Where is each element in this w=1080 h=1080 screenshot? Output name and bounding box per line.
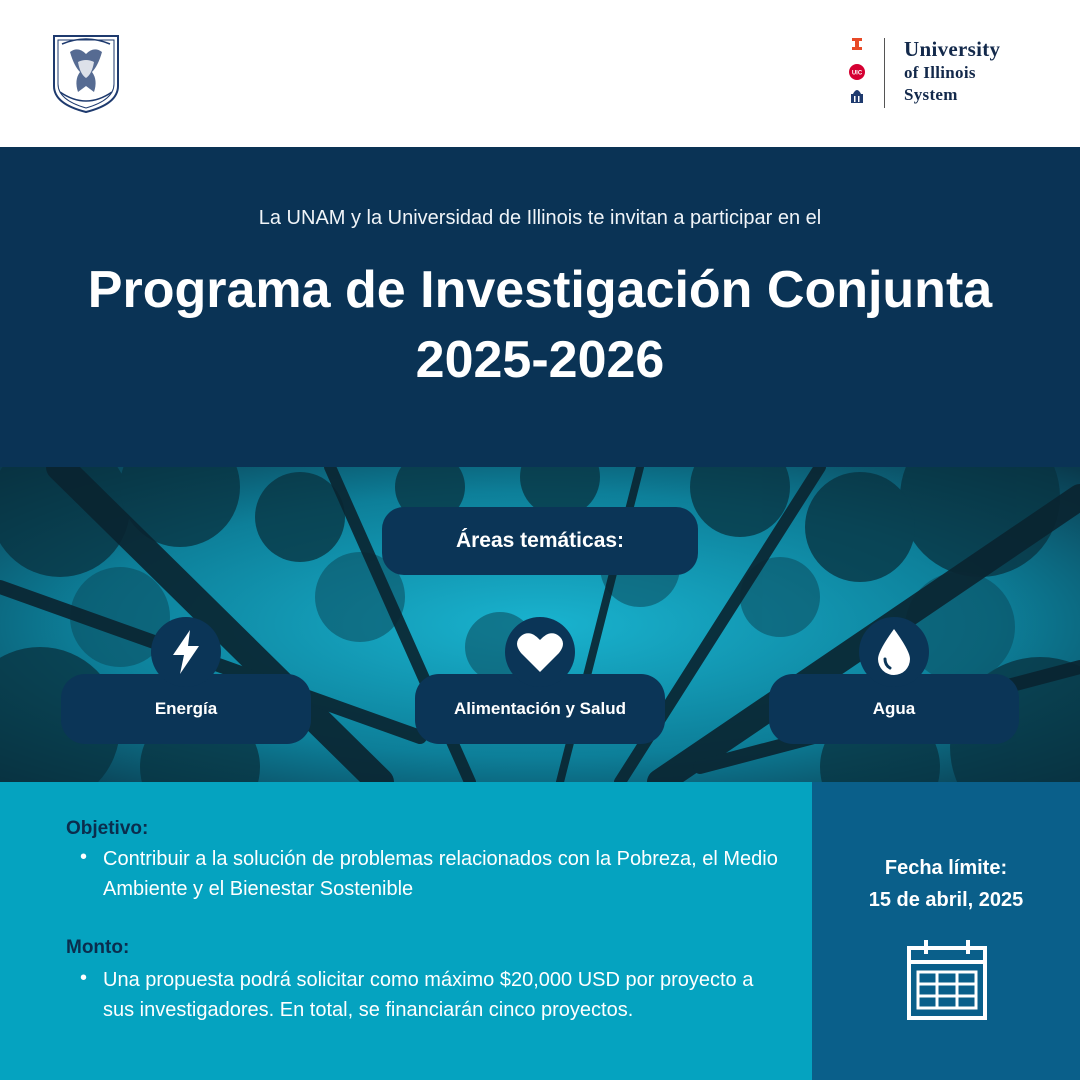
title-band (0, 147, 1080, 467)
amount-heading: Monto: (66, 937, 130, 958)
program-title-line2: 2025-2026 (415, 331, 665, 389)
ill-word-1: University (904, 37, 1001, 61)
deadline-panel (812, 782, 1080, 1080)
calendar-icon (906, 940, 988, 1022)
forest-photo-band (0, 467, 1080, 782)
unam-crest-icon (48, 32, 124, 114)
areas-heading-pill (382, 507, 698, 575)
illinois-wordmark (904, 38, 1000, 106)
area-label-energia: Energía (154, 699, 218, 718)
details-panel (0, 782, 812, 1080)
deadline-date: 15 de abril, 2025 (868, 889, 1024, 911)
deadline-label: Fecha límite: (884, 857, 1008, 879)
area-label-alimentacion-salud: Alimentación y Salud (454, 699, 626, 718)
amount-bullet-mark: • (80, 967, 88, 989)
area-label-agua: Agua (872, 699, 916, 718)
ill-word-3: System (904, 85, 958, 104)
deadline (812, 852, 1080, 916)
areas-heading: Áreas temáticas: (455, 529, 625, 552)
objective-heading: Objetivo: (66, 818, 149, 839)
illinois-campus-marks-icon (846, 36, 868, 112)
logo-divider (884, 38, 885, 108)
heart-icon (505, 617, 575, 687)
header (0, 0, 1080, 147)
objective-text: Contribuir a la solución de problemas relacionados con la Pobreza, el Medio Ambiente y el Bienestar Sostenible (103, 848, 778, 900)
water-drop-icon (859, 617, 929, 687)
program-title (0, 255, 1080, 395)
objective-bullet-mark: • (80, 846, 88, 868)
lightning-icon (151, 617, 221, 687)
invitation-text: La UNAM y la Universidad de Illinois te invitan a participar en el (258, 207, 822, 229)
amount-text: Una propuesta podrá solicitar como máximo $20,000 USD por proyecto a sus investigadores. En total, se financiarán cinco proyectos. (103, 969, 754, 1021)
svg-text:UIC: UIC (851, 70, 863, 77)
ill-word-2: of Illinois (904, 63, 976, 82)
program-title-line1: Programa de Investigación Conjunta (87, 261, 993, 319)
illinois-system-logo (846, 36, 1036, 112)
